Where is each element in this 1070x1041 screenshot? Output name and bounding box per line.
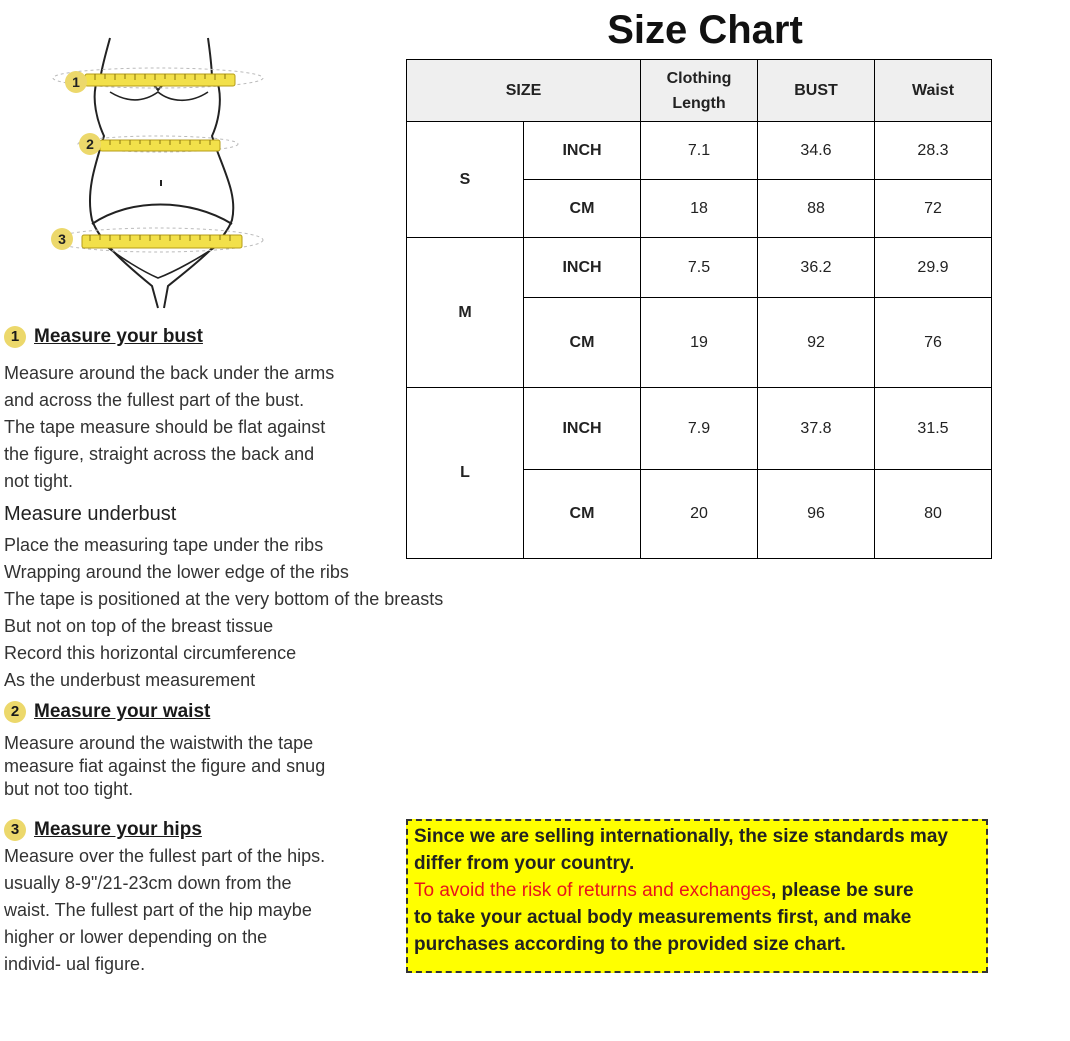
step-number: 2 — [4, 701, 26, 723]
svg-text:1: 1 — [72, 74, 80, 90]
unit-cell: CM — [524, 298, 641, 388]
header-bust: BUST — [758, 60, 875, 122]
svg-text:3: 3 — [58, 231, 66, 247]
underbust-heading: Measure underbust — [4, 503, 177, 525]
hips-heading: 3 Measure your hips — [4, 819, 202, 841]
body-measurement-illustration — [40, 28, 280, 318]
header-waist: Waist — [875, 60, 992, 122]
marker-3 — [51, 228, 73, 250]
marker-1 — [65, 71, 87, 93]
bust-cell: 92 — [758, 298, 875, 388]
hips-tape — [82, 235, 242, 248]
step-number: 1 — [4, 326, 26, 348]
length-cell: 7.9 — [641, 388, 758, 470]
size-s: S — [407, 122, 524, 238]
bust-cell: 37.8 — [758, 388, 875, 470]
bust-heading: 1 Measure your bust — [4, 326, 203, 348]
table-row — [407, 238, 992, 298]
bust-tape — [85, 74, 235, 86]
step-number: 3 — [4, 819, 26, 841]
table-header-row — [407, 60, 992, 122]
unit-cell: CM — [524, 470, 641, 559]
bust-cell: 36.2 — [758, 238, 875, 298]
size-chart-table — [406, 59, 992, 559]
svg-text:2: 2 — [86, 136, 94, 152]
underbust-description: Place the measuring tape under the ribs Wrapping around the lower edge of the ribs The tape is positioned at the very bottom of the breasts But not on top of the breast tissue Record this horizontal circumference As the underbust measurement — [4, 535, 444, 690]
size-m: M — [407, 238, 524, 388]
waist-cell: 28.3 — [875, 122, 992, 180]
length-cell: 19 — [641, 298, 758, 388]
hips-description: Measure over the fullest part of the hips. usually 8-9"/21-23cm down from the waist. The fullest part of the hip maybe higher or lower depending on the individ- ual figure. — [4, 846, 326, 974]
waist-cell: 76 — [875, 298, 992, 388]
waist-cell: 29.9 — [875, 238, 992, 298]
length-cell: 7.1 — [641, 122, 758, 180]
marker-2 — [79, 133, 101, 155]
header-size: SIZE — [407, 60, 641, 122]
unit-cell: INCH — [524, 388, 641, 470]
unit-cell: CM — [524, 180, 641, 238]
length-cell: 7.5 — [641, 238, 758, 298]
bust-cell: 34.6 — [758, 122, 875, 180]
table-row — [407, 388, 992, 470]
waist-cell: 80 — [875, 470, 992, 559]
waist-cell: 31.5 — [875, 388, 992, 470]
waist-description: Measure around the waistwith the tape measure fiat against the figure and snug but not too tight. — [4, 733, 326, 799]
bust-cell: 96 — [758, 470, 875, 559]
table-row — [407, 122, 992, 180]
international-size-notice: Since we are selling internationally, the size standards may differ from your country. To avoid the risk of returns and exchanges, please be sure to take your actual body measurements first, and make purchases according to the provided size chart. — [406, 819, 988, 973]
waist-cell: 72 — [875, 180, 992, 238]
bust-description: Measure around the back under the arms and across the fullest part of the bust. The tape measure should be flat against the figure, straight across the back and not tight. — [4, 363, 335, 491]
size-l: L — [407, 388, 524, 559]
length-cell: 20 — [641, 470, 758, 559]
unit-cell: INCH — [524, 122, 641, 180]
length-cell: 18 — [641, 180, 758, 238]
header-clothing-length: Clothing Length — [641, 60, 758, 122]
bust-cell: 88 — [758, 180, 875, 238]
returns-warning: To avoid the risk of returns and exchanges — [414, 880, 771, 901]
unit-cell: INCH — [524, 238, 641, 298]
waist-heading: 2 Measure your waist — [4, 701, 210, 723]
page-title: Size Chart — [607, 8, 803, 52]
